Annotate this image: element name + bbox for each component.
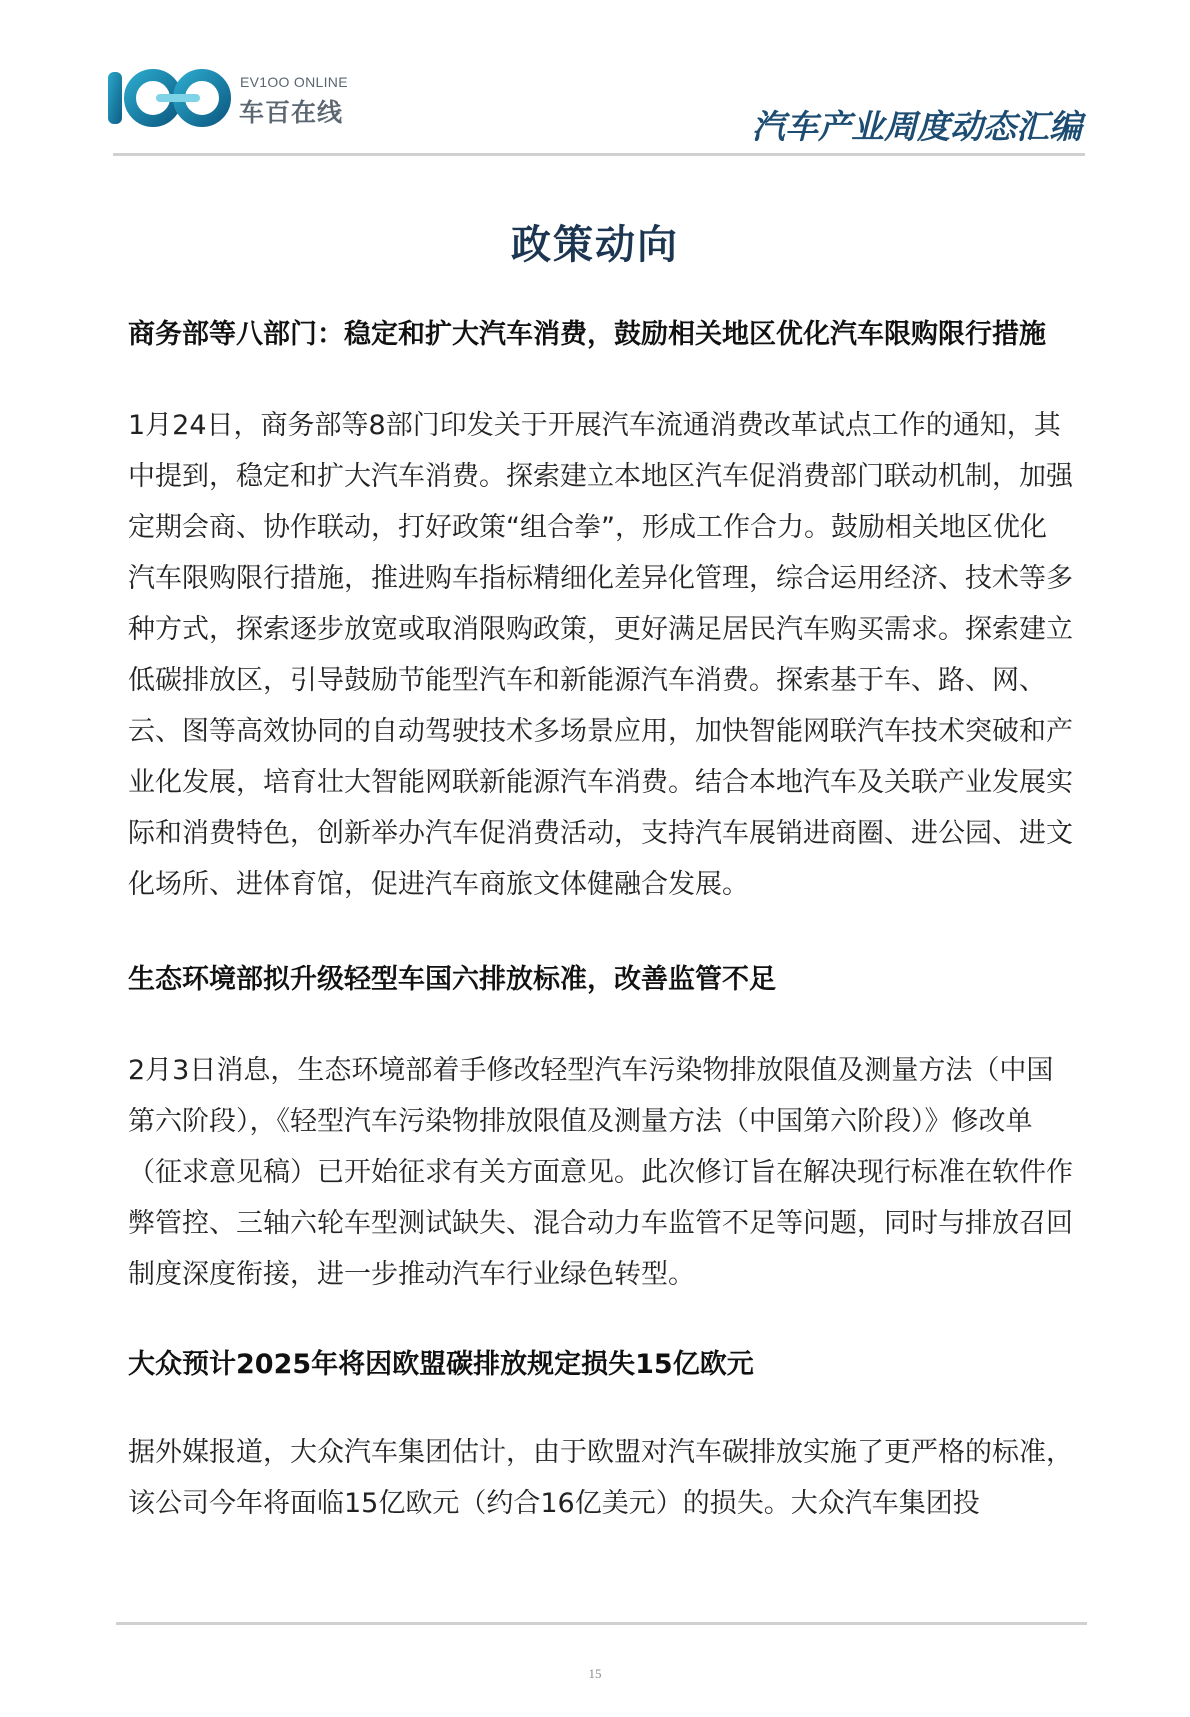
logo-chinese-text: 车百在线 — [239, 98, 344, 127]
logo-mark-icon — [108, 66, 236, 130]
page-number: 15 — [588, 1666, 602, 1681]
publication-title: 汽车产业周度动态汇编 — [752, 107, 1082, 146]
page-header — [0, 0, 1190, 160]
footer-divider — [116, 1622, 1087, 1625]
ev100-logo — [108, 66, 348, 130]
logo-english-text: EV1OO ONLINE — [240, 74, 348, 90]
article-body: 据外媒报道，大众汽车集团估计，由于欧盟对汽车碳排放实施了更严格的标准，该公司今年将面临15亿欧元（约合16亿美元）的损失。大众汽车集团投 — [128, 1437, 1073, 1519]
header-divider — [113, 153, 1085, 156]
article-body: 2月3日消息，生态环境部着手修改轻型汽车污染物排放限值及测量方法（中国第六阶段），《轻型汽车污染物排放限值及测量方法（中国第六阶段）》修改单（征求意见稿）已开始征求有关方面意见。此次修订旨在解决现行标准在软件作弊管控、三轴六轮车型测试缺失、混合动力车监管不足等问题，同时与排放召回制度深度衔接，进一步推动汽车行业绿色转型。 — [128, 1055, 1073, 1290]
section-title: 政策动向 — [511, 222, 679, 268]
article-list — [128, 310, 1073, 1529]
article-heading: 商务部等八部门：稳定和扩大汽车消费，鼓励相关地区优化汽车限购限行措施 — [128, 319, 1046, 350]
article-heading: 生态环境部拟升级轻型车国六排放标准，改善监管不足 — [128, 964, 776, 995]
article-body: 1月24日，商务部等8部门印发关于开展汽车流通消费改革试点工作的通知，其中提到，稳定和扩大汽车消费。探索建立本地区汽车促消费部门联动机制，加强定期会商、协作联动，打好政策“组合拳”，形成工作合力。鼓励相关地区优化汽车限购限行措施，推进购车指标精细化差异化管理，综合运用经济、技术等多种方式，探索逐步放宽或取消限购政策，更好满足居民汽车购买需求。探索建立低碳排放区，引导鼓励节能型汽车和新能源汽车消费。探索基于车、路、网、云、图等高效协同的自动驾驶技术多场景应用，加快智能网联汽车技术突破和产业化发展，培育壮大智能网联新能源汽车消费。结合本地汽车及关联产业发展实际和消费特色，创新举办汽车促消费活动，支持汽车展销进商圈、进公园、进文化场所、进体育馆，促进汽车商旅文体健融合发展。 — [128, 410, 1073, 900]
article-heading: 大众预计2025年将因欧盟碳排放规定损失15亿欧元 — [128, 1349, 754, 1380]
